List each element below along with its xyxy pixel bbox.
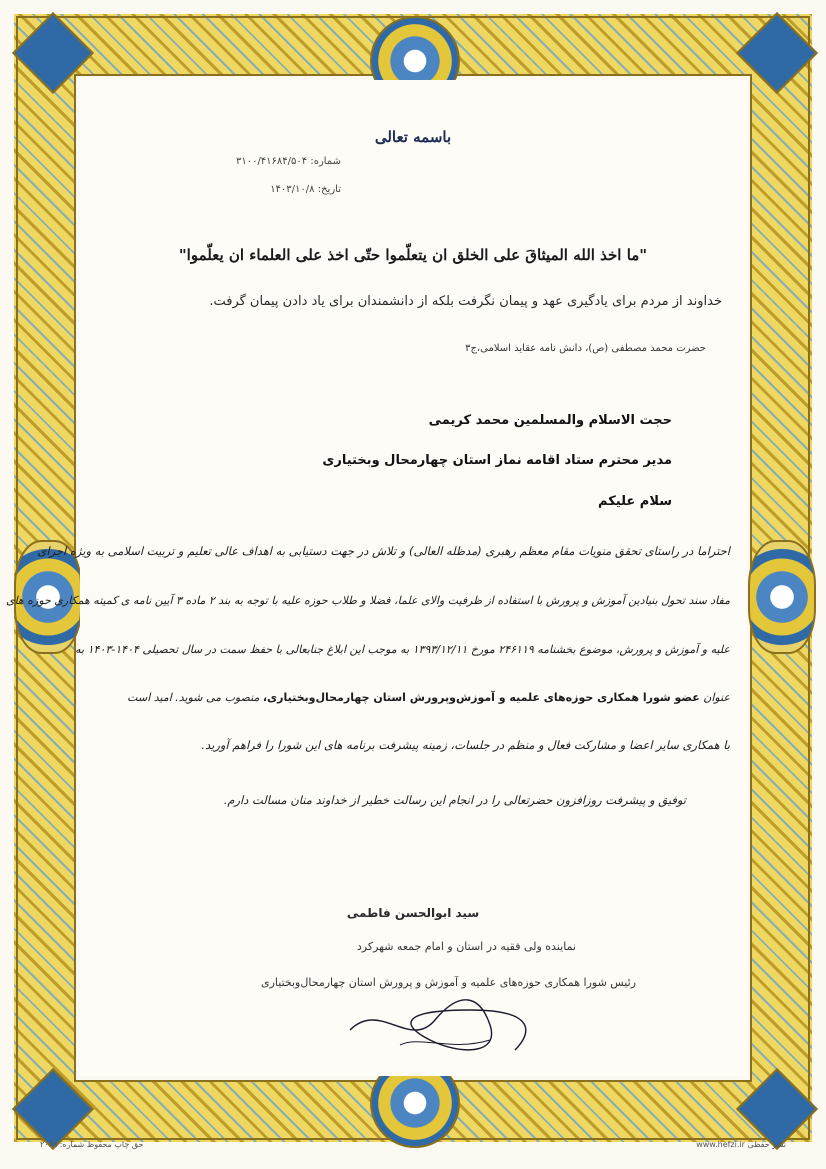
hadith-arabic: "ما اخذ الله الميثاقَ على الخلق ان يتعلّموا حتّى اخذ على العلماء ان يعلّموا" — [178, 246, 648, 264]
number-value: ۳۱۰۰/۴۱۶۸۴/۵۰۴ — [235, 156, 308, 167]
closing-line: توفیق و پیشرفت روزافزون حضرتعالی را در انجام این رسالت خطیر از خداوند منان مسالت دارم. — [223, 793, 686, 807]
date-line — [270, 184, 341, 195]
date-label: تاریخ: — [317, 184, 341, 195]
recipient-position: مدیر محترم ستاد اقامه نماز استان چهارمحال وبختیاری — [322, 453, 672, 468]
signer-name: سید ابوالحسن فاطمی — [346, 906, 480, 920]
letter-body — [5, 80, 746, 1076]
body-line-3: علیه و آموزش و پرورش، موضوع بخشنامه ۲۴۶۱۱۹ مورخ ۱۳۹۳/۱۲/۱۱ به موجب این ابلاغ جنابعالی با حفظ سمت در سال تحصیلی ۱۴۰۴-۱۴۰۳ به — [75, 643, 730, 656]
hadith-source: حضرت محمد مصطفی (ص)، دانش نامه عقاید اسلامی،ج۳ — [465, 343, 706, 354]
greeting: سلام علیکم — [598, 494, 672, 509]
signer-title-1: نماینده ولی فقیه در استان و امام جمعه شهرکرد — [356, 940, 576, 953]
handwritten-signature — [340, 990, 540, 1060]
number-label: شماره: — [310, 156, 341, 167]
body-line-4 — [127, 691, 730, 704]
body-line-1: احتراما در راستای تحقق منویات مقام معظم رهبری (مدظله العالی) و تلاش در جهت دستیابی به اهداف عالی تعلیم و تربیت اسلامی به ویژه اجرای — [37, 544, 730, 558]
hadith-translation: خداوند از مردم برای یادگیری عهد و پیمان نگرفت بلکه از دانشمندان برای یاد دادن پیمان گرفت. — [209, 294, 722, 309]
recipient-name: حجت الاسلام والمسلمین محمد کریمی — [428, 413, 672, 428]
body-line-4-post: منصوب می شوید. امید است — [127, 691, 260, 704]
bismillah-heading: باسمه تعالی — [374, 128, 452, 146]
right-medallion — [748, 540, 816, 654]
number-line — [236, 156, 341, 167]
footer-left: حق چاپ محفوظ شماره: ۲۰۶۹ — [40, 1140, 144, 1149]
footer-right: www.hefzi.ir نشر حفظی — [696, 1140, 786, 1149]
body-line-4-pre: عنوان — [703, 691, 730, 704]
council-membership-text: عضو شورا همکاری حوزه‌های علمیه و آموزش‌وپرورش استان چهارمحال‌وبختیاری، — [262, 691, 700, 704]
date-value: ۱۴۰۳/۱۰/۸ — [270, 184, 315, 195]
signer-title-2: رئیس شورا همکاری حوزه‌های علمیه و آموزش و پرورش استان چهارمحال‌وبختیاری — [260, 976, 636, 989]
body-line-5: با همکاری سایر اعضا و مشارکت فعال و منظم در جلسات، زمینه پیشرفت برنامه های این شورا را فراهم آورید. — [201, 738, 730, 752]
body-line-2: مفاد سند تحول بنیادین آموزش و پرورش با استفاده از ظرفیت والای علما، فضلا و طلاب حوزه علیه با توجه به بند ۲ ماده ۳ آیین نامه ی کمیته همکاری حوزه های — [5, 594, 730, 607]
